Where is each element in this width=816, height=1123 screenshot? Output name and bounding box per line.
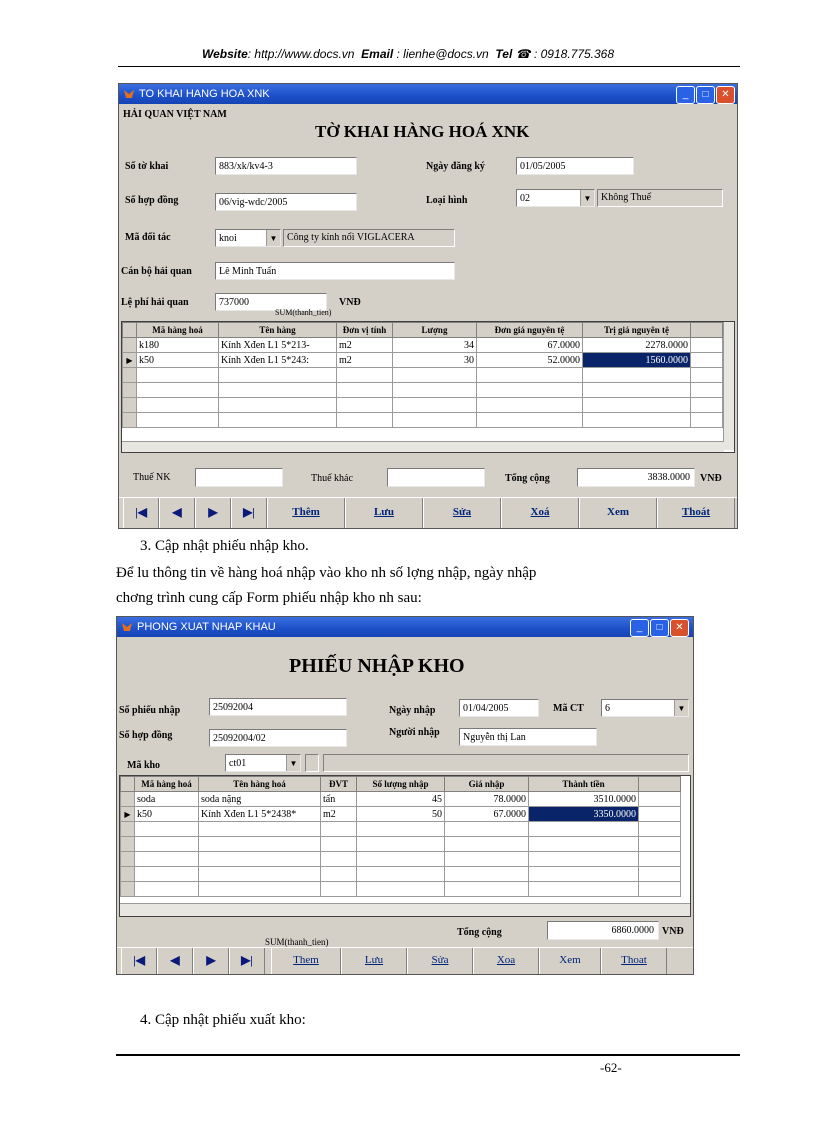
grid-corner — [123, 323, 137, 338]
cell[interactable]: k50 — [137, 353, 219, 368]
section-4-title: 4. Cập nhật phiếu xuất kho: — [140, 1012, 306, 1028]
save-button[interactable]: Lưu — [341, 948, 407, 974]
cell[interactable] — [691, 338, 723, 353]
cell[interactable]: 34 — [393, 338, 477, 353]
phone-icon: ☎ — [515, 47, 531, 61]
le-phi-input[interactable]: 737000 — [215, 293, 327, 311]
tong-cong-value: 6860.0000 — [547, 921, 659, 940]
col-header[interactable]: Tên hàng hoá — [199, 777, 321, 792]
selected-cell[interactable]: 3350.0000 — [529, 807, 639, 822]
window-title: PHONG XUAT NHAP KHAU — [137, 621, 276, 633]
table-row[interactable] — [123, 398, 723, 413]
paragraph-line-1: Để lu thông tin về hàng hoá nhập vào kho nh số lợng nhập, ngày nhập — [116, 565, 537, 581]
col-header-empty — [691, 323, 723, 338]
so-hop-dong-label: Số hợp đồng — [125, 195, 179, 206]
cell[interactable]: soda — [135, 792, 199, 807]
nguoi-nhap-input[interactable]: Nguyễn thị Lan — [459, 728, 597, 746]
customs-declaration-window — [118, 83, 738, 529]
save-button[interactable]: Lưu — [345, 498, 423, 528]
next-record-icon[interactable]: ▶ — [193, 948, 229, 974]
exit-button[interactable]: Thoat — [601, 948, 667, 974]
sum-label: SUM(thanh_tien) — [265, 937, 329, 947]
tong-cong-unit: VNĐ — [700, 473, 722, 484]
ma-kho-select[interactable] — [225, 754, 301, 772]
maximize-icon[interactable]: □ — [650, 619, 669, 637]
minimize-icon[interactable]: _ — [676, 86, 695, 104]
cell[interactable]: 52.0000 — [477, 353, 583, 368]
email-label: Email — [361, 47, 394, 61]
can-bo-label: Cán bộ hải quan — [121, 266, 192, 277]
minimize-icon[interactable]: _ — [630, 619, 649, 637]
col-header[interactable]: Mã hàng hoá — [135, 777, 199, 792]
website-value: : http://www.docs.vn — [247, 47, 355, 61]
current-row-icon[interactable]: ▶ — [121, 807, 135, 822]
window-title: TO KHAI HANG HOA XNK — [139, 88, 270, 100]
cell[interactable]: Kính Xđen L1 5*213- — [219, 338, 337, 353]
last-record-icon[interactable]: ▶| — [231, 498, 267, 528]
grid-corner — [121, 777, 135, 792]
le-phi-unit: VNĐ — [339, 297, 361, 308]
col-header[interactable]: Lượng — [393, 323, 477, 338]
section-3-title: 3. Cập nhật phiếu nhập kho. — [140, 538, 309, 554]
cell[interactable]: 67.0000 — [477, 338, 583, 353]
grid-header — [123, 323, 723, 338]
doi-tac-name: Công ty kính nổi VIGLACERA — [283, 229, 455, 247]
navigation-bar — [117, 947, 693, 974]
cell[interactable]: m2 — [321, 807, 357, 822]
exit-button[interactable]: Thoát — [657, 498, 735, 528]
row-indicator[interactable] — [121, 792, 135, 807]
cell[interactable] — [639, 807, 681, 822]
so-phieu-label: Số phiếu nhập — [119, 705, 181, 716]
ngay-nhap-input[interactable]: 01/04/2005 — [459, 699, 539, 717]
ma-kho-value: ct01 — [229, 758, 247, 769]
maximize-icon[interactable]: □ — [696, 86, 715, 104]
chevron-down-icon[interactable]: ▼ — [266, 230, 280, 246]
ma-ct-label: Mã CT — [553, 703, 584, 714]
thue-nk-label: Thuế NK — [133, 472, 171, 483]
ma-kho-label: Mã kho — [127, 760, 161, 771]
loai-hinh-label: Loại hình — [426, 195, 468, 206]
thue-khac-label: Thuế khác — [311, 473, 353, 484]
ma-ct-select[interactable] — [601, 699, 689, 717]
thue-nk-input[interactable] — [195, 468, 283, 487]
receipt-grid[interactable] — [119, 775, 691, 917]
table-row[interactable] — [121, 882, 681, 897]
cell[interactable]: soda nặng — [199, 792, 321, 807]
cell[interactable]: k180 — [137, 338, 219, 353]
col-header[interactable]: Thành tiền — [529, 777, 639, 792]
horizontal-scrollbar[interactable] — [122, 441, 724, 452]
edit-button[interactable]: Sửa — [423, 498, 501, 528]
cell[interactable]: 50 — [357, 807, 445, 822]
goods-grid[interactable] — [121, 321, 735, 453]
sum-label: SUM(thanh_tien) — [275, 308, 332, 317]
ma-doi-tac-select[interactable] — [215, 229, 281, 247]
le-phi-label: Lệ phí hải quan — [121, 297, 189, 308]
table-row[interactable] — [121, 867, 681, 882]
nguoi-nhap-label: Người nhập — [389, 727, 440, 738]
selected-cell[interactable]: 1560.0000 — [583, 353, 691, 368]
warehouse-receipt-window — [116, 616, 694, 975]
so-to-khai-input[interactable]: 883/xk/kv4-3 — [215, 157, 357, 175]
col-header-empty — [639, 777, 681, 792]
cell[interactable]: m2 — [337, 353, 393, 368]
footer-divider — [116, 1054, 740, 1056]
next-record-icon[interactable]: ▶ — [195, 498, 231, 528]
delete-button[interactable]: Xoá — [501, 498, 579, 528]
page-header — [0, 47, 816, 61]
col-header[interactable]: Tên hàng — [219, 323, 337, 338]
cell[interactable]: Kính Xđen L1 5*2438* — [199, 807, 321, 822]
table-row[interactable] — [121, 852, 681, 867]
cell[interactable]: tấn — [321, 792, 357, 807]
first-record-icon[interactable]: |◀ — [123, 498, 159, 528]
current-row-icon[interactable]: ▶ — [123, 353, 137, 368]
navigation-bar — [119, 497, 737, 528]
table-row[interactable] — [121, 792, 681, 807]
ma-doi-tac-label: Mã đối tác — [125, 232, 171, 243]
chevron-down-icon[interactable]: ▼ — [580, 190, 594, 206]
can-bo-input[interactable]: Lê Minh Tuấn — [215, 262, 455, 280]
so-hop-dong-label: Số hợp đồng — [119, 730, 173, 741]
cell[interactable]: k50 — [135, 807, 199, 822]
so-hop-dong-input[interactable]: 25092004/02 — [209, 729, 347, 747]
table-row[interactable] — [121, 822, 681, 837]
view-button[interactable]: Xem — [579, 498, 657, 528]
table-row[interactable] — [121, 837, 681, 852]
header-divider — [118, 66, 740, 67]
horizontal-scrollbar[interactable] — [120, 903, 690, 916]
vertical-scrollbar[interactable] — [723, 322, 734, 450]
prev-record-icon[interactable]: ◀ — [159, 498, 195, 528]
form-heading: TỜ KHAI HÀNG HOÁ XNK — [315, 122, 530, 141]
col-header[interactable]: Mã hàng hoá — [137, 323, 219, 338]
add-button[interactable]: Them — [271, 948, 341, 974]
cell[interactable]: 78.0000 — [445, 792, 529, 807]
cell[interactable]: Kính Xđen L1 5*243: — [219, 353, 337, 368]
col-header[interactable]: Đơn giá nguyên tệ — [477, 323, 583, 338]
ngay-dang-ky-label: Ngày đăng ký — [426, 161, 485, 172]
cell[interactable]: 2278.0000 — [583, 338, 691, 353]
ma-doi-tac-value: knoi — [219, 233, 237, 244]
cell[interactable]: 67.0000 — [445, 807, 529, 822]
tong-cong-value: 3838.0000 — [577, 468, 695, 487]
col-header[interactable]: ĐVT — [321, 777, 357, 792]
paragraph-line-2: chơng trình cung cấp Form phiếu nhập kho nh sau: — [116, 590, 422, 606]
tong-cong-label: Tổng cộng — [505, 473, 550, 484]
loai-hinh-value: 02 — [520, 193, 530, 204]
cell[interactable] — [639, 792, 681, 807]
title-bar — [117, 617, 693, 637]
tel-label: Tel — [495, 47, 513, 61]
add-button[interactable]: Thêm — [267, 498, 345, 528]
table-row[interactable] — [123, 368, 723, 383]
chevron-down-icon[interactable]: ▼ — [674, 700, 688, 716]
close-icon[interactable]: ✕ — [716, 86, 735, 104]
cell[interactable]: 45 — [357, 792, 445, 807]
last-record-icon[interactable]: ▶| — [229, 948, 265, 974]
cell[interactable]: m2 — [337, 338, 393, 353]
delete-button[interactable]: Xoa — [473, 948, 539, 974]
tong-cong-label: Tổng cộng — [457, 927, 502, 938]
grid-header — [121, 777, 681, 792]
col-header[interactable]: Giá nhập — [445, 777, 529, 792]
page-number: -62- — [600, 1060, 622, 1075]
thue-khac-input[interactable] — [387, 468, 485, 487]
col-header[interactable]: Trị giá nguyên tệ — [583, 323, 691, 338]
email-value: : lienhe@docs.vn — [396, 47, 489, 61]
table-row[interactable] — [123, 353, 723, 368]
kho-desc-left — [305, 754, 319, 772]
table-row[interactable] — [123, 338, 723, 353]
cell[interactable]: 3510.0000 — [529, 792, 639, 807]
loai-hinh-select[interactable] — [516, 189, 595, 207]
form-heading: PHIẾU NHẬP KHO — [289, 655, 465, 677]
tel-value: : 0918.775.368 — [533, 47, 615, 61]
prev-record-icon[interactable]: ◀ — [157, 948, 193, 974]
close-icon[interactable]: ✕ — [670, 619, 689, 637]
row-indicator[interactable] — [123, 338, 137, 353]
chevron-down-icon[interactable]: ▼ — [286, 755, 300, 771]
tong-cong-unit: VNĐ — [662, 926, 684, 937]
ma-ct-value: 6 — [605, 703, 610, 714]
website-label: Website — [201, 47, 248, 61]
ngay-nhap-label: Ngày nhập — [389, 705, 436, 716]
edit-button[interactable]: Sửa — [407, 948, 473, 974]
kho-desc — [323, 754, 689, 772]
first-record-icon[interactable]: |◀ — [121, 948, 157, 974]
so-hop-dong-input[interactable]: 06/vig-wdc/2005 — [215, 193, 357, 211]
so-phieu-input[interactable]: 25092004 — [209, 698, 347, 716]
org-label: HẢI QUAN VIỆT NAM — [123, 109, 227, 120]
view-button[interactable]: Xem — [539, 948, 601, 974]
cell[interactable] — [691, 353, 723, 368]
table-row[interactable] — [123, 413, 723, 428]
table-row[interactable] — [121, 807, 681, 822]
loai-hinh-desc: Không Thuế — [597, 189, 723, 207]
ngay-dang-ky-input[interactable]: 01/05/2005 — [516, 157, 634, 175]
table-row[interactable] — [123, 383, 723, 398]
app-icon — [121, 621, 133, 633]
so-to-khai-label: Số tờ khai — [125, 161, 169, 172]
col-header[interactable]: Đơn vị tính — [337, 323, 393, 338]
title-bar — [119, 84, 737, 104]
app-icon — [123, 88, 135, 100]
cell[interactable]: 30 — [393, 353, 477, 368]
col-header[interactable]: Số lượng nhập — [357, 777, 445, 792]
